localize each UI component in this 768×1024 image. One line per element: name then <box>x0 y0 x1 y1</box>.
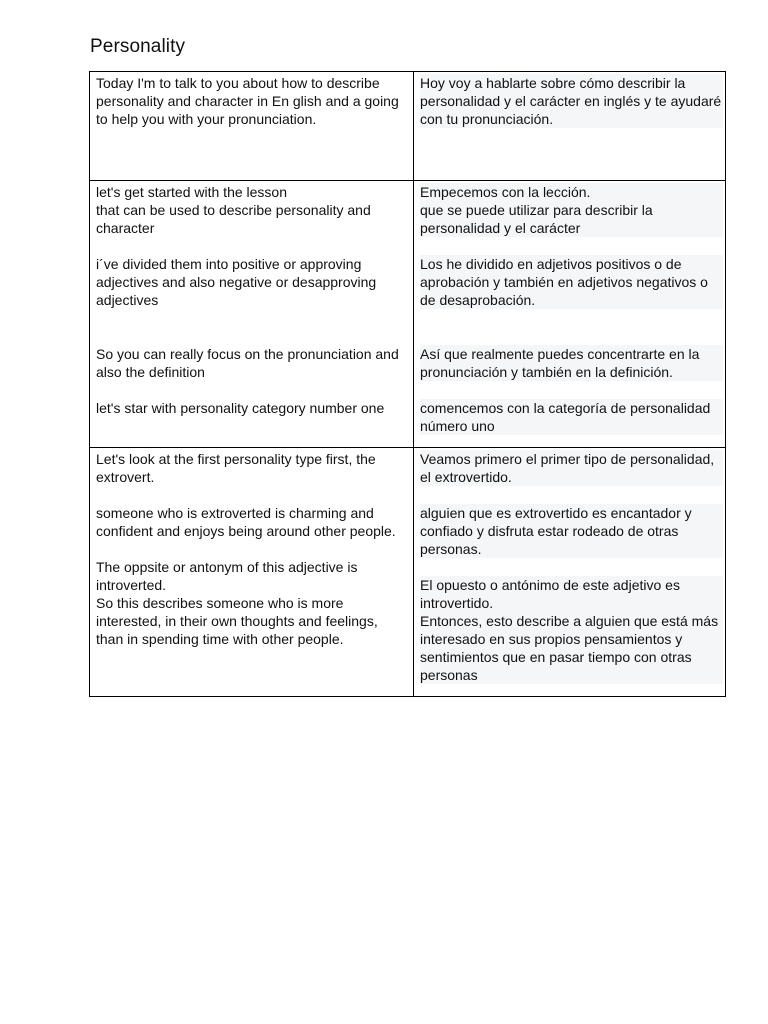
spanish-paragraph: Empecemos con la lección. que se puede utilizar para describir la personalidad y el carácter <box>420 183 723 237</box>
spanish-paragraph: Hoy voy a hablarte sobre cómo describir la personalidad y el carácter en inglés y te ayudaré con tu pronunciación. <box>420 75 722 127</box>
english-paragraph: i´ve divided them into positive or approving adjectives and also negative or desapproving adjectives <box>96 256 377 308</box>
table-row <box>90 448 726 697</box>
table-row <box>90 181 726 448</box>
spanish-paragraph: alguien que es extrovertido es encantador y confiado y disfruta estar rodeado de otras personas. <box>420 504 723 558</box>
table-row <box>90 72 726 181</box>
english-paragraph: Let's look at the first personality type first, the extrovert. <box>96 451 376 485</box>
english-cell <box>90 181 414 448</box>
english-paragraph: someone who is extroverted is charming and confident and enjoys being around other people. <box>96 505 396 539</box>
document-title: Personality <box>90 36 186 57</box>
english-paragraph: let's get started with the lesson that can be used to describe personality and character <box>96 184 371 236</box>
spanish-cell <box>414 72 726 181</box>
spanish-cell <box>414 181 726 448</box>
english-paragraph: Today I'm to talk to you about how to describe personality and character in En glish and a going to help you with your pronunciation. <box>96 75 399 127</box>
bilingual-table <box>89 71 726 697</box>
spanish-paragraph: El opuesto o antónimo de este adjetivo es introvertido. Entonces, esto describe a alguien que está más interesado en sus propios pensamientos y sentimientos que en pasar tiempo con otras personas <box>420 576 723 684</box>
english-paragraph: let's star with personality category number one <box>96 400 385 416</box>
spanish-paragraph: Los he dividido en adjetivos positivos o de aprobación y también en adjetivos negativos o de desaprobación. <box>420 255 723 309</box>
english-paragraph: The oppsite or antonym of this adjective is introverted. So this describes someone who is more interested, in their own thoughts and feelings, than in spending time with other people. <box>96 559 378 647</box>
spanish-cell <box>414 448 726 697</box>
english-paragraph: So you can really focus on the pronunciation and also the definition <box>96 346 399 380</box>
spanish-paragraph: Veamos primero el primer tipo de personalidad, el extrovertido. <box>420 450 723 486</box>
spanish-paragraph: Así que realmente puedes concentrarte en la pronunciación y también en la definición. <box>420 345 723 381</box>
spanish-paragraph: comencemos con la categoría de personalidad número uno <box>420 399 723 435</box>
english-cell <box>90 72 414 181</box>
english-cell <box>90 448 414 697</box>
